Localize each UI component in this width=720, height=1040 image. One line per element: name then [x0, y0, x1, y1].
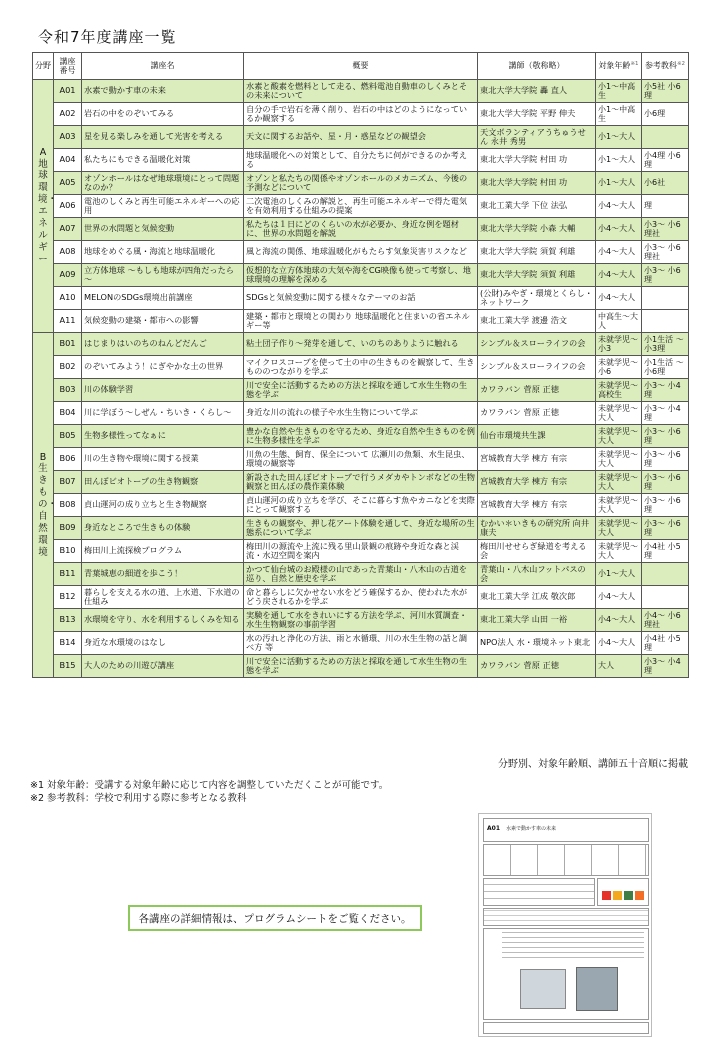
course-subject: 小3～ 小6理 — [642, 517, 689, 540]
course-code: A11 — [54, 310, 82, 333]
header-code: 講座番号 — [54, 53, 82, 80]
course-instructor: カワラバン 菅原 正徳 — [478, 655, 596, 678]
course-age: 未就学児～大人 — [596, 540, 642, 563]
table-row — [33, 126, 689, 149]
course-subject: 小1生活 ～小3理 — [642, 333, 689, 356]
table-row — [33, 80, 689, 103]
info-box: 各講座の詳細情報は、プログラムシートをご覧ください。 — [128, 905, 422, 931]
course-subject: 小6社 — [642, 172, 689, 195]
course-age: 小4～大人 — [596, 632, 642, 655]
course-subject: 小3～ 小6理社 — [642, 218, 689, 241]
course-summary: 川で安全に活動するための方法と採取を通して水生生物の生態を学ぶ — [244, 655, 478, 678]
course-name: のぞいてみよう！にぎやかな土の世界 — [82, 356, 244, 379]
course-name: 青葉城恵の細道を歩こう！ — [82, 563, 244, 586]
course-instructor: 東北工業大学 江成 敬次郎 — [478, 586, 596, 609]
course-summary: かつて仙台城のお殿様の山であった青葉山・八木山の古道を巡り、自然と歴史を学ぶ — [244, 563, 478, 586]
sheet-icons — [597, 878, 649, 906]
course-name: 星を見る楽しみを通して光害を考える — [82, 126, 244, 149]
course-name: 私たちにもできる温暖化対策 — [82, 149, 244, 172]
course-instructor: NPO法人 水・環境ネット東北 — [478, 632, 596, 655]
course-name: 貞山運河の成り立ちと生き物観察 — [82, 494, 244, 517]
course-name: 大人のための川遊び講座 — [82, 655, 244, 678]
table-row — [33, 471, 689, 494]
ordering-note: 分野別、対象年齢順、講師五十音順に掲載 — [498, 759, 688, 770]
course-instructor: 青葉山・八木山フットパスの会 — [478, 563, 596, 586]
course-name: 気候変動の建築・都市への影響 — [82, 310, 244, 333]
course-instructor: 東北大学大学院 須賀 利雄 — [478, 241, 596, 264]
course-code: B09 — [54, 517, 82, 540]
table-row — [33, 540, 689, 563]
course-age: 小4～大人 — [596, 586, 642, 609]
course-subject — [642, 586, 689, 609]
course-subject: 理 — [642, 195, 689, 218]
course-instructor: シンプル＆スローライフの会 — [478, 333, 596, 356]
course-age: 未就学児～大人 — [596, 494, 642, 517]
course-age: 小4～大人 — [596, 264, 642, 287]
course-age: 小1～大人 — [596, 126, 642, 149]
course-subject — [642, 563, 689, 586]
sdg-icon — [613, 891, 622, 900]
sheet-body — [483, 928, 649, 1020]
table-row — [33, 632, 689, 655]
course-name: 川に学ぼう～しぜん・ちいき・くらし～ — [82, 402, 244, 425]
course-code: A09 — [54, 264, 82, 287]
course-subject: 小3～ 小6理社 — [642, 241, 689, 264]
course-summary: 仮想的な立方体地球の大気や海をCG映像も使って考察し、地球環境の理解を深める — [244, 264, 478, 287]
course-name: はじまりはいのちのねんどだんご — [82, 333, 244, 356]
course-subject: 小6理 — [642, 103, 689, 126]
course-instructor: カワラバン 菅原 正徳 — [478, 379, 596, 402]
table-row — [33, 287, 689, 310]
course-age: 小4～大人 — [596, 287, 642, 310]
course-subject: 小3～ 小6理 — [642, 448, 689, 471]
footnotes — [30, 780, 388, 806]
course-instructor: 宮城教育大学 棟方 有宗 — [478, 448, 596, 471]
course-instructor: シンプル＆スローライフの会 — [478, 356, 596, 379]
course-code: B06 — [54, 448, 82, 471]
course-age: 小1～大人 — [596, 563, 642, 586]
course-instructor: 東北工業大学 下位 法弘 — [478, 195, 596, 218]
course-summary: オゾンと私たちの関係やオゾンホールのメカニズム、今後の予測などについて — [244, 172, 478, 195]
course-instructor: 宮城教育大学 棟方 有宗 — [478, 471, 596, 494]
course-age: 小4～大人 — [596, 218, 642, 241]
course-summary: 天文に関するお話や、星・月・惑星などの観望会 — [244, 126, 478, 149]
header-instructor: 講師（敬称略） — [478, 53, 596, 80]
course-code: B15 — [54, 655, 82, 678]
course-subject: 小3～ 小6理 — [642, 425, 689, 448]
course-table — [32, 52, 689, 678]
page-title: 令和7年度講座一覧 — [38, 28, 177, 46]
sheet-header — [483, 818, 649, 842]
course-subject: 小3～ 小4理 — [642, 655, 689, 678]
course-summary: SDGsと気候変動に関する様々なテーマのお話 — [244, 287, 478, 310]
table-row — [33, 379, 689, 402]
sdg-icon — [602, 891, 611, 900]
course-name: 身近なところで生きもの体験 — [82, 517, 244, 540]
course-age: 中高生～大人 — [596, 310, 642, 333]
table-row — [33, 425, 689, 448]
course-code: A08 — [54, 241, 82, 264]
course-code: A06 — [54, 195, 82, 218]
course-code: B01 — [54, 333, 82, 356]
course-subject: 小4理 小6理 — [642, 149, 689, 172]
table-row — [33, 218, 689, 241]
table-header-row — [33, 53, 689, 80]
course-code: A07 — [54, 218, 82, 241]
course-age: 小4～大人 — [596, 195, 642, 218]
course-name: 立方体地球 ～もしも地球が四角だったら～ — [82, 264, 244, 287]
course-name: 水環境を守り、水を利用するしくみを知る — [82, 609, 244, 632]
course-name: 世界の水問題と気候変動 — [82, 218, 244, 241]
course-subject: 小4社 小5理 — [642, 540, 689, 563]
course-summary: 生きもの観察や、押し花アート体験を通して、身近な場所の生態系について学ぶ — [244, 517, 478, 540]
course-summary: 建築・都市と環境との関わり 地球温暖化と住まいの省エネルギー等 — [244, 310, 478, 333]
table-row — [33, 356, 689, 379]
course-code: B05 — [54, 425, 82, 448]
table-row — [33, 333, 689, 356]
course-subject: 小5社 小6理 — [642, 80, 689, 103]
course-summary: マイクロスコープを使って土の中の生きものを観察して、生きもののつながりを学ぶ — [244, 356, 478, 379]
table-row — [33, 149, 689, 172]
course-instructor: 仙台市環境共生課 — [478, 425, 596, 448]
course-subject: 小4社 小5理 — [642, 632, 689, 655]
sdg-icon — [635, 891, 644, 900]
course-code: B13 — [54, 609, 82, 632]
header-age: 対象年齢$^{※1}$ — [596, 53, 642, 80]
course-code: A02 — [54, 103, 82, 126]
course-age: 小4～大人 — [596, 241, 642, 264]
course-summary: 水の汚れと浄化の方法、雨と水循環、川の水生生物の話と調べ方 等 — [244, 632, 478, 655]
course-name: オゾンホールはなぜ地球環境にとって問題なのか？ — [82, 172, 244, 195]
course-summary: 風と海流の関係、地球温暖化がもたらす気象災害リスクなど — [244, 241, 478, 264]
course-summary: 川魚の生態、飼育、保全について 広瀬川の魚類、水生昆虫、環境の観察等 — [244, 448, 478, 471]
header-name: 講座名 — [82, 53, 244, 80]
table-row — [33, 402, 689, 425]
course-code: B14 — [54, 632, 82, 655]
course-age: 未就学児～高校生 — [596, 379, 642, 402]
course-code: B02 — [54, 356, 82, 379]
course-age: 未就学児～大人 — [596, 402, 642, 425]
course-age: 小1～中高生 — [596, 80, 642, 103]
course-instructor: 天文ボランティアうちゅうせん 永井 秀男 — [478, 126, 596, 149]
sheet-meta — [483, 878, 595, 906]
course-summary: 実験を通して水をきれいにする方法を学ぶ、河川水質調査・水生生物観察の事前学習 — [244, 609, 478, 632]
course-instructor: 梅田川せせらぎ緑道を考える会 — [478, 540, 596, 563]
course-name: 生物多様性ってなぁに — [82, 425, 244, 448]
course-instructor: 東北大学大学院 轟 直人 — [478, 80, 596, 103]
course-instructor: 東北大学大学院 須賀 利雄 — [478, 264, 596, 287]
sheet-footer — [483, 1022, 649, 1034]
course-code: A03 — [54, 126, 82, 149]
course-subject: 小3～ 小6理 — [642, 494, 689, 517]
course-summary: 地球温暖化への対策として、自分たちに何ができるのか考える — [244, 149, 478, 172]
course-name: 岩石の中をのぞいてみる — [82, 103, 244, 126]
course-age: 未就学児～大人 — [596, 425, 642, 448]
sheet-grid — [483, 844, 649, 876]
course-summary: 新設された田んぼビオトープで行うメダカやトンボなどの生物観察と田んぼの農作業体験 — [244, 471, 478, 494]
course-name: 身近な水環境のはなし — [82, 632, 244, 655]
course-age: 小1～大人 — [596, 172, 642, 195]
course-instructor: 宮城教育大学 棟方 有宗 — [478, 494, 596, 517]
course-name: 暮らしを支える水の道、上水道、下水道の仕組み — [82, 586, 244, 609]
sheet-photo-2 — [576, 967, 618, 1011]
course-subject: 小3～ 小4理 — [642, 402, 689, 425]
course-subject: 小3～ 小6理 — [642, 471, 689, 494]
course-code: B11 — [54, 563, 82, 586]
course-subject: 小3～ 小6理 — [642, 264, 689, 287]
course-subject — [642, 287, 689, 310]
course-name: 電池のしくみと再生可能エネルギーへの応用 — [82, 195, 244, 218]
table-row — [33, 517, 689, 540]
course-name: 水素で動かす車の未来 — [82, 80, 244, 103]
course-instructor: 東北大学大学院 小森 大輔 — [478, 218, 596, 241]
course-summary: 貞山運河の成り立ちを学び、そこに暮らす魚やカニなどを実際にとって観察する — [244, 494, 478, 517]
course-name: 田んぼビオトープの生き物観察 — [82, 471, 244, 494]
course-instructor: 東北大学大学院 平野 伸夫 — [478, 103, 596, 126]
course-age: 小4～大人 — [596, 609, 642, 632]
course-name: 川の体験学習 — [82, 379, 244, 402]
course-code: A05 — [54, 172, 82, 195]
course-code: B03 — [54, 379, 82, 402]
course-age: 小1～大人 — [596, 149, 642, 172]
sheet-code: A01 — [487, 825, 500, 832]
course-instructor: 東北工業大学 山田 一裕 — [478, 609, 596, 632]
course-code: A01 — [54, 80, 82, 103]
course-age: 大人 — [596, 655, 642, 678]
course-instructor: むかい＊いきもの研究所 向井 康夫 — [478, 517, 596, 540]
header-summary: 概要 — [244, 53, 478, 80]
table-row — [33, 563, 689, 586]
course-code: B12 — [54, 586, 82, 609]
sheet-title: 水素で動かす車の未来 — [506, 826, 557, 832]
table-row — [33, 103, 689, 126]
field-label-a: A地球環境・エネルギー — [33, 80, 54, 333]
course-instructor: 東北工業大学 渡邊 浩文 — [478, 310, 596, 333]
footnote-1: ※1 対象年齢：受講する対象年齢に応じて内容を調整していただくことが可能です。 — [30, 780, 389, 791]
course-name: 川の生き物や環境に関する授業 — [82, 448, 244, 471]
course-summary: 私たちは１日にどのくらいの水が必要か、身近な例を題材に、世界の水問題を解説 — [244, 218, 478, 241]
course-subject: 小1生活 ～小6理 — [642, 356, 689, 379]
course-summary: 川で安全に活動するための方法と採取を通して水生生物の生態を学ぶ — [244, 379, 478, 402]
course-instructor: (公財)みやぎ・環境とくらし・ネットワーク — [478, 287, 596, 310]
table-row — [33, 264, 689, 287]
field-label-b: B生きもの・自然環境 — [33, 333, 54, 678]
course-age: 小1～中高生 — [596, 103, 642, 126]
sheet-description — [483, 908, 649, 926]
course-summary: 自分の手で岩石を薄く削り、岩石の中はどのようになっているか観察する — [244, 103, 478, 126]
course-age: 未就学児～大人 — [596, 471, 642, 494]
sheet-photo-1 — [520, 969, 566, 1009]
course-code: B10 — [54, 540, 82, 563]
table-row — [33, 310, 689, 333]
sdg-icon — [624, 891, 633, 900]
course-name: 梅田川上流探検プログラム — [82, 540, 244, 563]
table-row — [33, 586, 689, 609]
course-summary: 水素と酸素を燃料として走る、燃料電池自動車のしくみとその未来について — [244, 80, 478, 103]
course-code: A04 — [54, 149, 82, 172]
course-summary: 梅田川の源流や上流に残る里山景観の痕跡や身近な森と渓流・水辺空間を案内 — [244, 540, 478, 563]
course-name: 地球をめぐる風・海流と地球温暖化 — [82, 241, 244, 264]
course-age: 未就学児～大人 — [596, 448, 642, 471]
course-summary: 豊かな自然や生きものを守るため、身近な自然や生きものを例に生物多様性を学ぶ — [244, 425, 478, 448]
course-subject: 小4～ 小6理社 — [642, 609, 689, 632]
footnote-2: ※2 参考教科：学校で利用する際に参考となる教科 — [30, 792, 247, 804]
table-row — [33, 609, 689, 632]
course-code: B04 — [54, 402, 82, 425]
course-instructor: 東北大学大学院 村田 功 — [478, 172, 596, 195]
header-field: 分野 — [33, 53, 54, 80]
table-row — [33, 241, 689, 264]
course-summary: 身近な川の流れの様子や水生生物について学ぶ — [244, 402, 478, 425]
course-age: 未就学児～小3 — [596, 333, 642, 356]
course-age: 未就学児～小6 — [596, 356, 642, 379]
table-row — [33, 448, 689, 471]
course-age: 未就学児～大人 — [596, 517, 642, 540]
course-name: MELONのSDGs環境出前講座 — [82, 287, 244, 310]
course-instructor: 東北大学大学院 村田 功 — [478, 149, 596, 172]
course-subject — [642, 310, 689, 333]
course-summary: 命と暮らしに欠かせない水をどう確保するか、使われた水がどう戻されるかを学ぶ — [244, 586, 478, 609]
table-row — [33, 195, 689, 218]
course-instructor: カワラバン 菅原 正徳 — [478, 402, 596, 425]
header-subject: 参考教科$^{※2}$ — [642, 53, 689, 80]
course-code: A10 — [54, 287, 82, 310]
table-row — [33, 172, 689, 195]
course-summary: 粘土団子作り～発芽を通して、いのちのありように触れる — [244, 333, 478, 356]
program-sheet-thumbnail — [478, 813, 652, 1037]
course-code: B07 — [54, 471, 82, 494]
course-subject — [642, 126, 689, 149]
table-row — [33, 494, 689, 517]
course-summary: 二次電池のしくみの解説と、再生可能エネルギーで得た電気を有効利用する仕組みの提案 — [244, 195, 478, 218]
course-code: B08 — [54, 494, 82, 517]
course-subject: 小3～ 小4理 — [642, 379, 689, 402]
table-row — [33, 655, 689, 678]
